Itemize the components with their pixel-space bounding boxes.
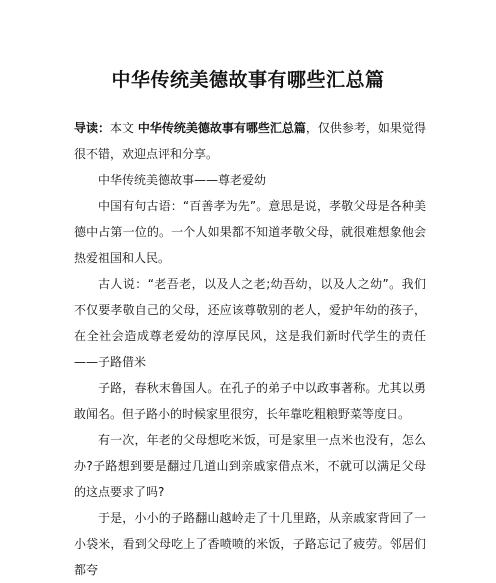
- body-paragraph: 有一次，年老的父母想吃米饭，可是家里一点米也没有，怎么办?子路想到要是翻过几道山到亲戚家借点米，不就可以满足父母的这点要求了吗?: [74, 433, 426, 499]
- intro-label: 导读：: [74, 121, 111, 135]
- intro-bold-title: 中华传统美德故事有哪些汇总篇: [137, 121, 306, 135]
- intro-prefix: 本文: [110, 121, 138, 135]
- intro-rest: ，仅供参考，如果觉得很不错，欢迎点评和分享。: [74, 121, 426, 161]
- body-paragraph: 子路，春秋末鲁国人。在孔子的弟子中以政事著称。尤其以勇敢闻名。但子路小的时候家里很穷，长年靠吃粗粮野菜等度日。: [74, 381, 426, 421]
- document-title: 中华传统美德故事有哪些汇总篇: [111, 69, 385, 91]
- story-heading: 子路借米: [98, 355, 147, 369]
- section-heading: 中华传统美德故事——尊老爱幼: [98, 173, 267, 187]
- body-paragraph: 中国有句古语：“百善孝为先”。意思是说，孝敬父母是各种美德中占第一位的。一个人如果都不知道孝敬父母，就很难想象他会热爱祖国和人民。: [74, 199, 426, 265]
- body-paragraph: 古人说：“老吾老，以及人之老;幼吾幼，以及人之幼”。我们不仅要孝敬自己的父母，还应该尊敬别的老人，爱护年幼的孩子，在全社会造成尊老爱幼的淳厚民风，这是我们新时代学生的责任——: [74, 277, 426, 369]
- intro-paragraph: [74, 115, 426, 167]
- body-paragraph: 于是，小小的子路翻山越岭走了十几里路，从亲戚家背回了一小袋米，看到父母吃上了香喷喷的米饭，子路忘记了疲劳。邻居们都夸: [74, 511, 426, 577]
